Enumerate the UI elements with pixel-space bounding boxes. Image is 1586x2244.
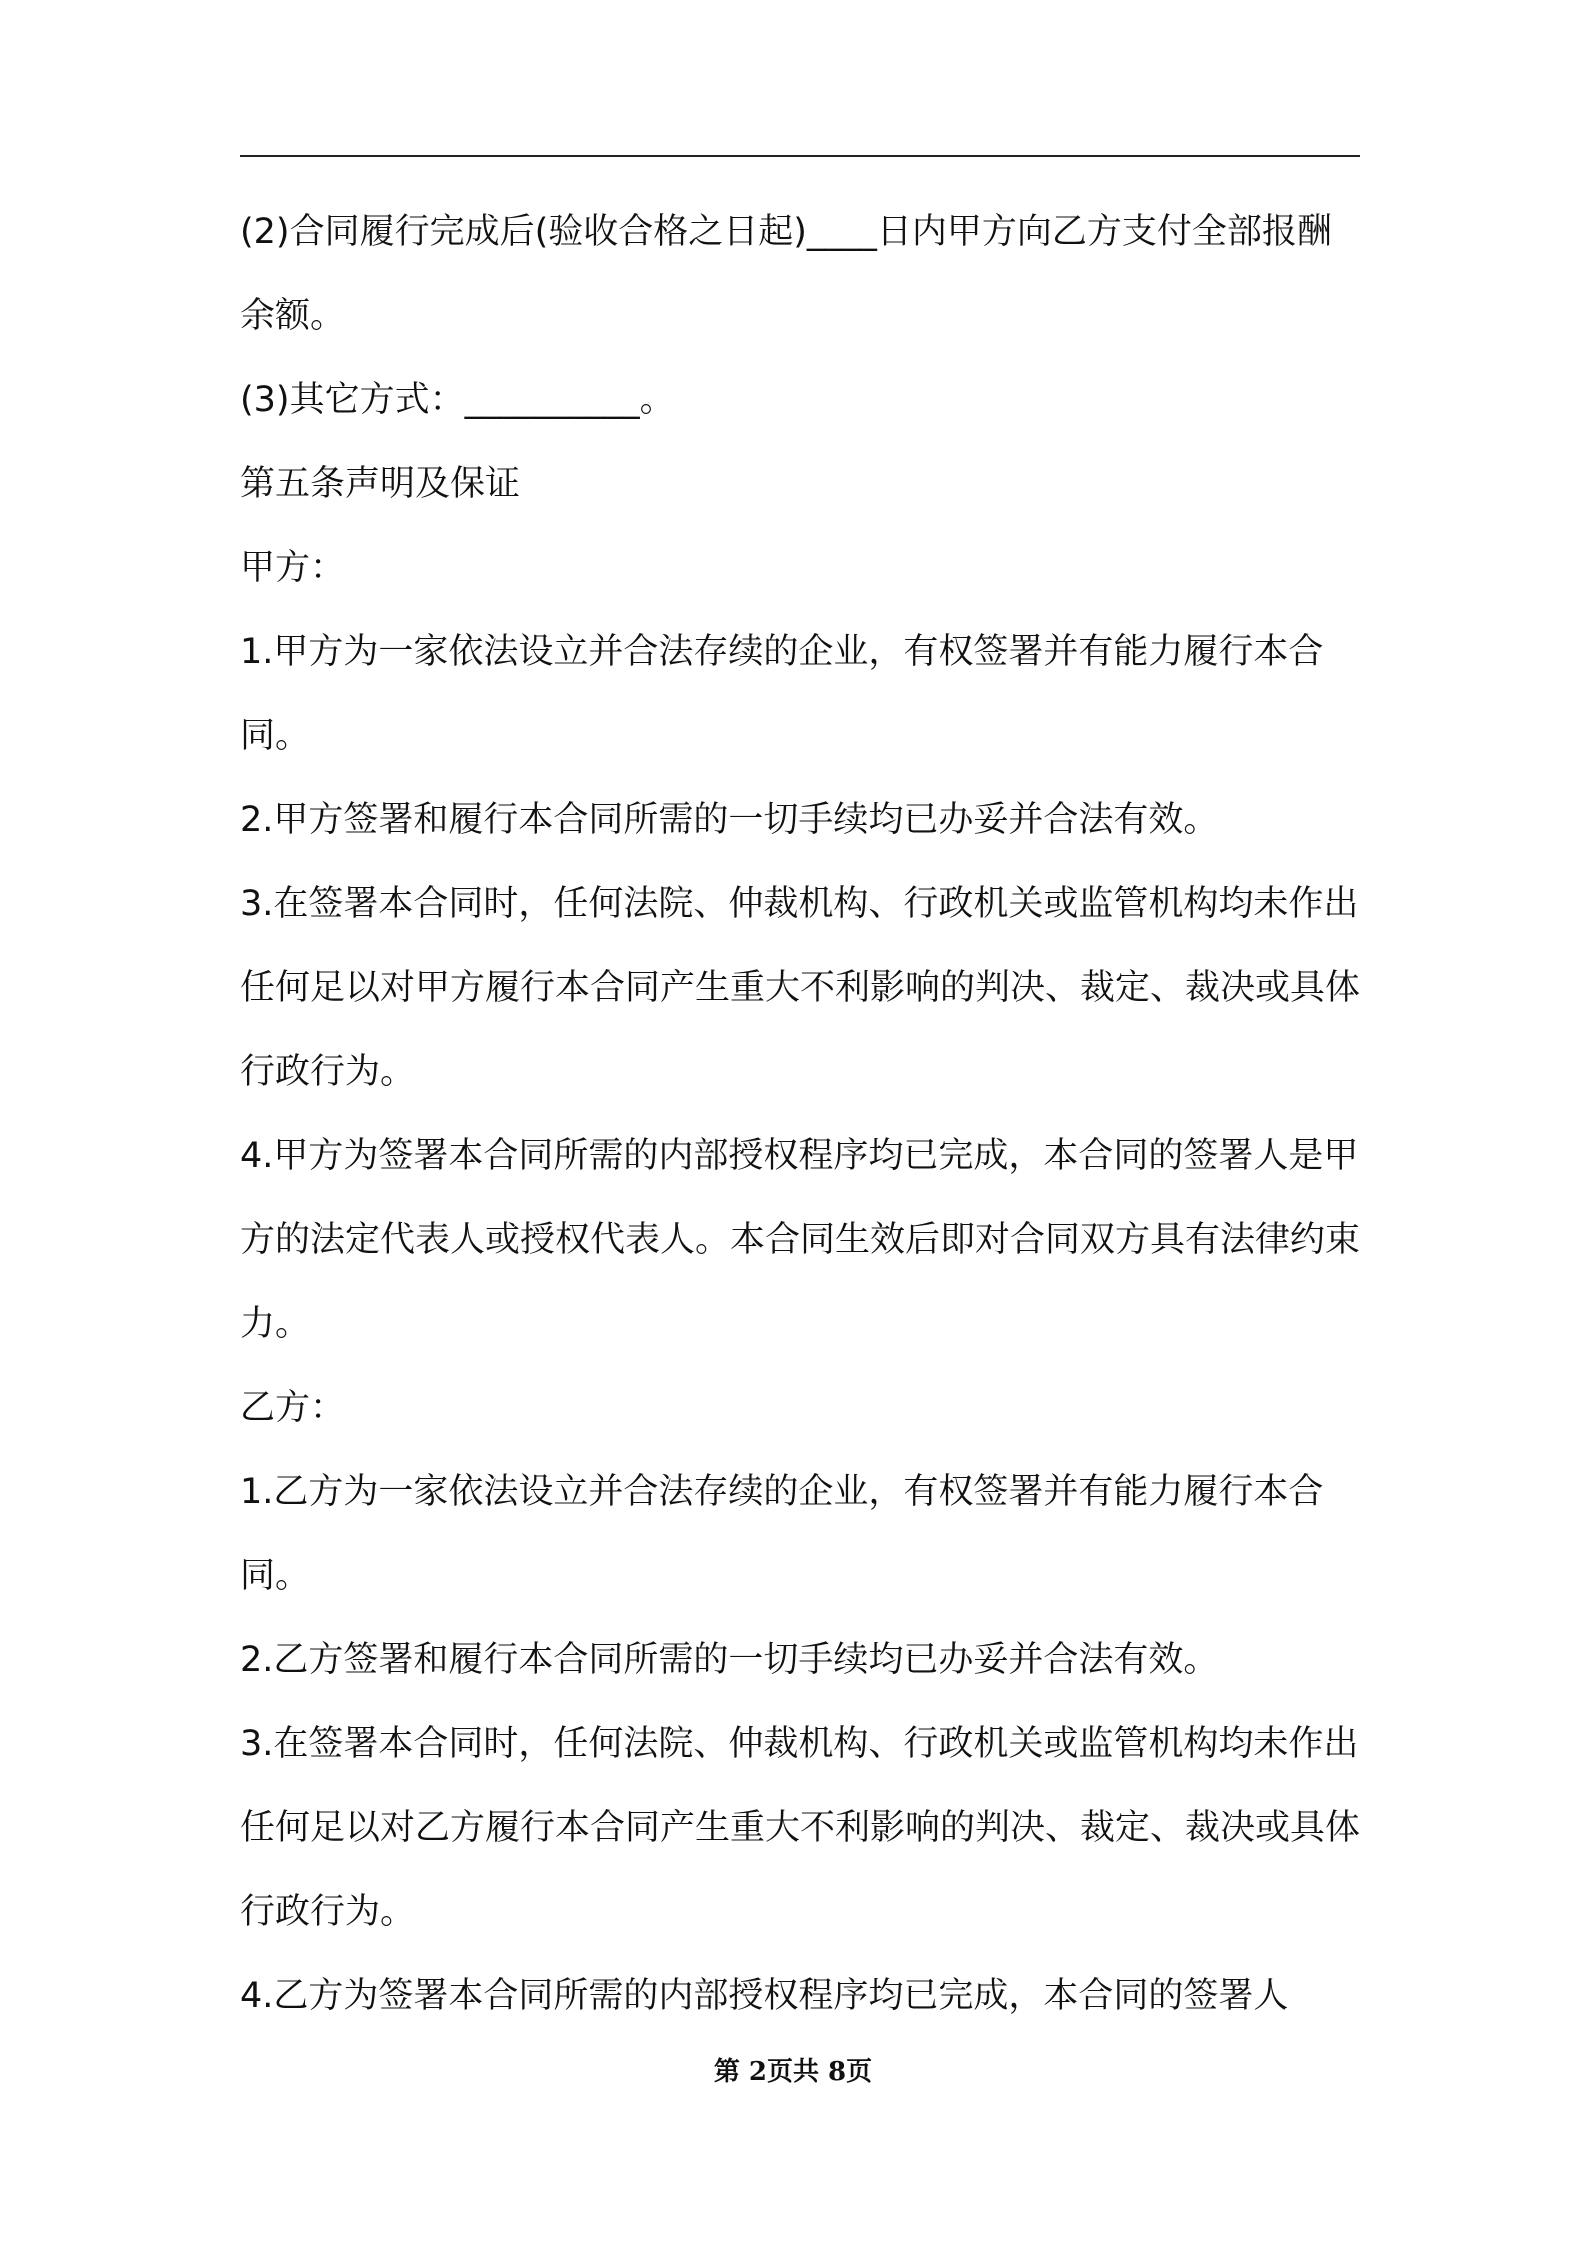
party-b-item-2: 2.乙方签署和履行本合同所需的一切手续均已办妥并合法有效。 bbox=[240, 1640, 1219, 1680]
header-divider bbox=[240, 155, 1360, 157]
page-number: 第 2页共 8页 bbox=[713, 2057, 873, 2087]
section-heading-article-5: 第五条声明及保证 bbox=[240, 464, 521, 504]
party-b-item-4: 4.乙方为签署本合同所需的内部授权程序均已完成，本合同的签署人 bbox=[240, 1976, 1289, 2016]
party-b-item-3: 3.在签署本合同时，任何法院、仲裁机构、行政机关或监管机构均未作出任何足以对乙方履行本合同产生重大不利影响的判决、裁定、裁决或具体行政行为。 bbox=[240, 1724, 1361, 1932]
party-b-heading: 乙方： bbox=[240, 1388, 346, 1428]
party-b-item-1: 1.乙方为一家依法设立并合法存续的企业，有权签署并有能力履行本合同。 bbox=[240, 1472, 1324, 1596]
document-body bbox=[240, 190, 1365, 2038]
party-a-item-3: 3.在签署本合同时，任何法院、仲裁机构、行政机关或监管机构均未作出任何足以对甲方履行本合同产生重大不利影响的判决、裁定、裁决或具体行政行为。 bbox=[240, 884, 1361, 1092]
paragraph-payment-clause-3: (3)其它方式：__________。 bbox=[240, 380, 675, 420]
party-a-item-4: 4.甲方为签署本合同所需的内部授权程序均已完成，本合同的签署人是甲方的法定代表人或授权代表人。本合同生效后即对合同双方具有法律约束力。 bbox=[240, 1136, 1361, 1344]
party-a-item-2: 2.甲方签署和履行本合同所需的一切手续均已办妥并合法有效。 bbox=[240, 800, 1219, 840]
party-a-heading: 甲方： bbox=[240, 548, 346, 588]
party-a-item-1: 1.甲方为一家依法设立并合法存续的企业，有权签署并有能力履行本合同。 bbox=[240, 632, 1324, 756]
paragraph-payment-clause-2: (2)合同履行完成后(验收合格之日起)____日内甲方向乙方支付全部报酬余额。 bbox=[240, 212, 1332, 336]
